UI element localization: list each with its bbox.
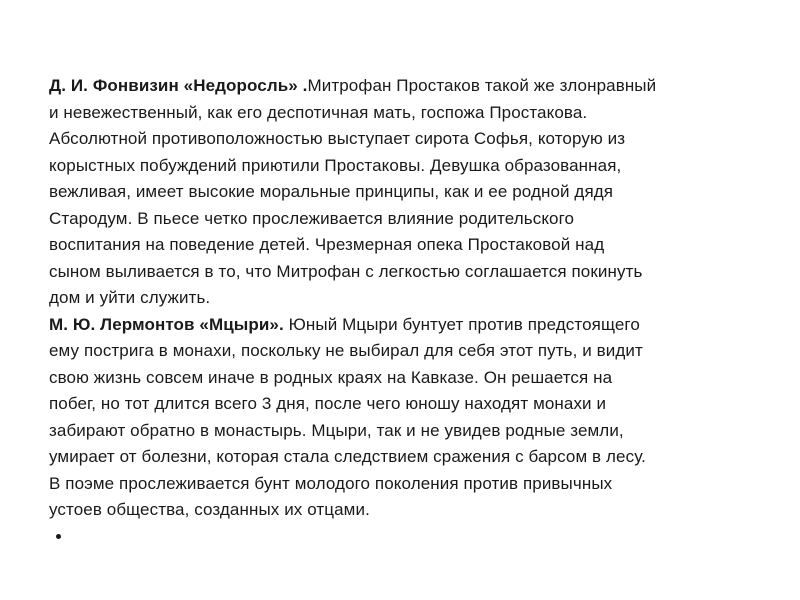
text-line: побег, но тот длится всего 3 дня, после чего юношу находят монахи и xyxy=(49,394,607,413)
text-line: и невежественный, как его деспотичная мать, госпожа Простакова. xyxy=(49,102,588,122)
text-body xyxy=(49,73,769,550)
work-heading-lermontov: М. Ю. Лермонтов «Мцыри». xyxy=(49,314,284,334)
work-heading-fonvizin: Д. И. Фонвизин «Недоросль» . xyxy=(49,76,308,95)
text-line: ему пострига в монахи, поскольку не выбирал для себя этот путь, и видит xyxy=(49,341,643,360)
text-line xyxy=(49,73,769,100)
bullet-icon xyxy=(56,534,61,539)
text-line xyxy=(49,312,769,339)
text-line: вежливая, имеет высокие моральные принципы, как и ее родной дядя xyxy=(49,182,614,201)
empty-bullet-item xyxy=(49,524,769,551)
text-line: забирают обратно в монастырь. Мцыри, так и не увидев родные земли, xyxy=(49,420,624,440)
text-line: Абсолютной противоположностью выступает сирота Софья, которую из xyxy=(49,129,626,148)
text-line: устоев общества, созданных их отцами. xyxy=(49,500,370,519)
text-line: дом и уйти служить. xyxy=(49,288,211,307)
line-text: Юный Мцыри бунтует против предстоящего xyxy=(283,314,640,334)
text-line: корыстных побуждений приютили Простаковы. Девушка образованная, xyxy=(49,155,622,175)
text-line: умирает от болезни, которая стала следствием сражения с барсом в лесу. xyxy=(49,447,646,466)
text-line: свою жизнь совсем иначе в родных краях на Кавказе. Он решается на xyxy=(49,367,613,387)
text-line: В поэме прослеживается бунт молодого поколения против привычных xyxy=(49,473,613,493)
text-line: Стародум. В пьесе четко прослеживается влияние родительского xyxy=(49,208,575,228)
text-line: воспитания на поведение детей. Чрезмерная опека Простаковой над xyxy=(49,235,605,254)
text-line: сыном выливается в то, что Митрофан с легкостью соглашается покинуть xyxy=(49,261,643,281)
line-text: Митрофан Простаков такой же злонравный xyxy=(307,76,657,95)
